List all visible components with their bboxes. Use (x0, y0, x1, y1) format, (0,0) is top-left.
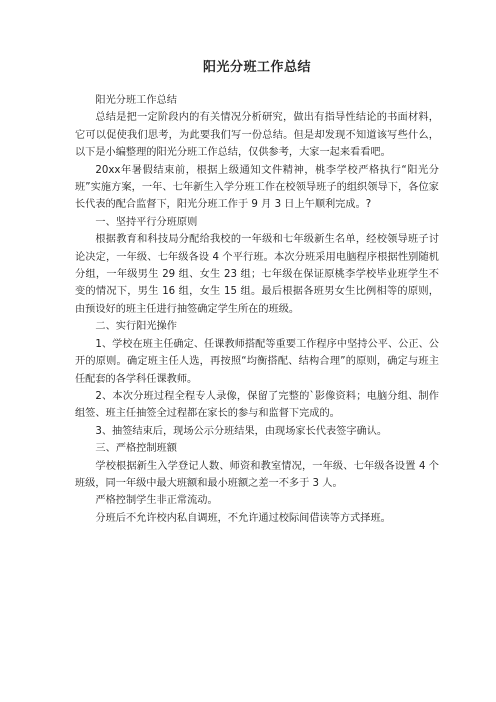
section-heading-2: 二、实行阳光操作 (95, 321, 177, 333)
section-3-paragraph-3: 分班后不允许校内私自调班，不允许通过校际间借读等方式择班。 (95, 512, 391, 524)
section-3-paragraph-2: 严格控制学生非正常流动。 (95, 495, 218, 507)
section-2-item-1: 1、学校在班主任确定、任课教师搭配等重要工作程序中坚持公平、公正、公开的原则。确定班主任人选，再按照“均衡搭配、结构合理”的原则，确定与班主任配套的各学科任课教师。 (75, 338, 439, 385)
section-heading-1: 一、坚持平行分班原则 (95, 216, 198, 228)
subtitle-line: 阳光分班工作总结 (95, 95, 177, 106)
section-3-paragraph-1: 学校根据新生入学登记人数、师资和教室情况，一年级、七年级各设置 4 个班级，同一年级中最大班额和最小班额之差一不多于 3 人。 (75, 460, 439, 489)
section-2-item-3: 3、抽签结束后，现场公示分班结果，由现场家长代表签字确认。 (95, 425, 388, 437)
section-heading-3: 三、严格控制班额 (95, 443, 177, 455)
section-2-item-2: 2、本次分班过程全程专人录像，保留了完整的`影像资料；电脑分组、制作组签、班主任抽签全过程都在家长的参与和监督下完成的。 (75, 390, 439, 420)
intro-paragraph: 总结是把一定阶段内的有关情况分析研究，做出有指导性结论的书面材料，它可以促使我们思考，为此要我们写一份总结。但是却发现不知道该写些什么，以下是小编整理的阳光分班工作总结，仅供参考，大家一起来看看吧。 (75, 112, 439, 159)
background-paragraph: 20xx年暑假结束前，根据上级通知文件精神，桃李学校严格执行“阳光分班”实施方案，一年、七年新生入学分班工作在校领导班子的组织领导下，各位家长代表的配合监督下，阳光分班工作于 9 月 3 日上午顺利完成。? (75, 164, 439, 211)
document-title: 阳光分班工作总结 (202, 60, 311, 75)
section-1-paragraph: 根据教育和科技局分配给我校的一年级和七年级新生名单，经校领导班子讨论决定，一年级、七年级各设 4 个平行班。本次分班采用电脑程序根据性别随机分组，一年级男生 29 组、女生 23 组；七年级在保证原桃李学校毕业班学生不变的情况下，男生 16 组，女生 15 组。最后根据各班男女生比例相等的原则，由预设好的班主任进行抽签确定学生所在的班级。 (75, 234, 439, 315)
